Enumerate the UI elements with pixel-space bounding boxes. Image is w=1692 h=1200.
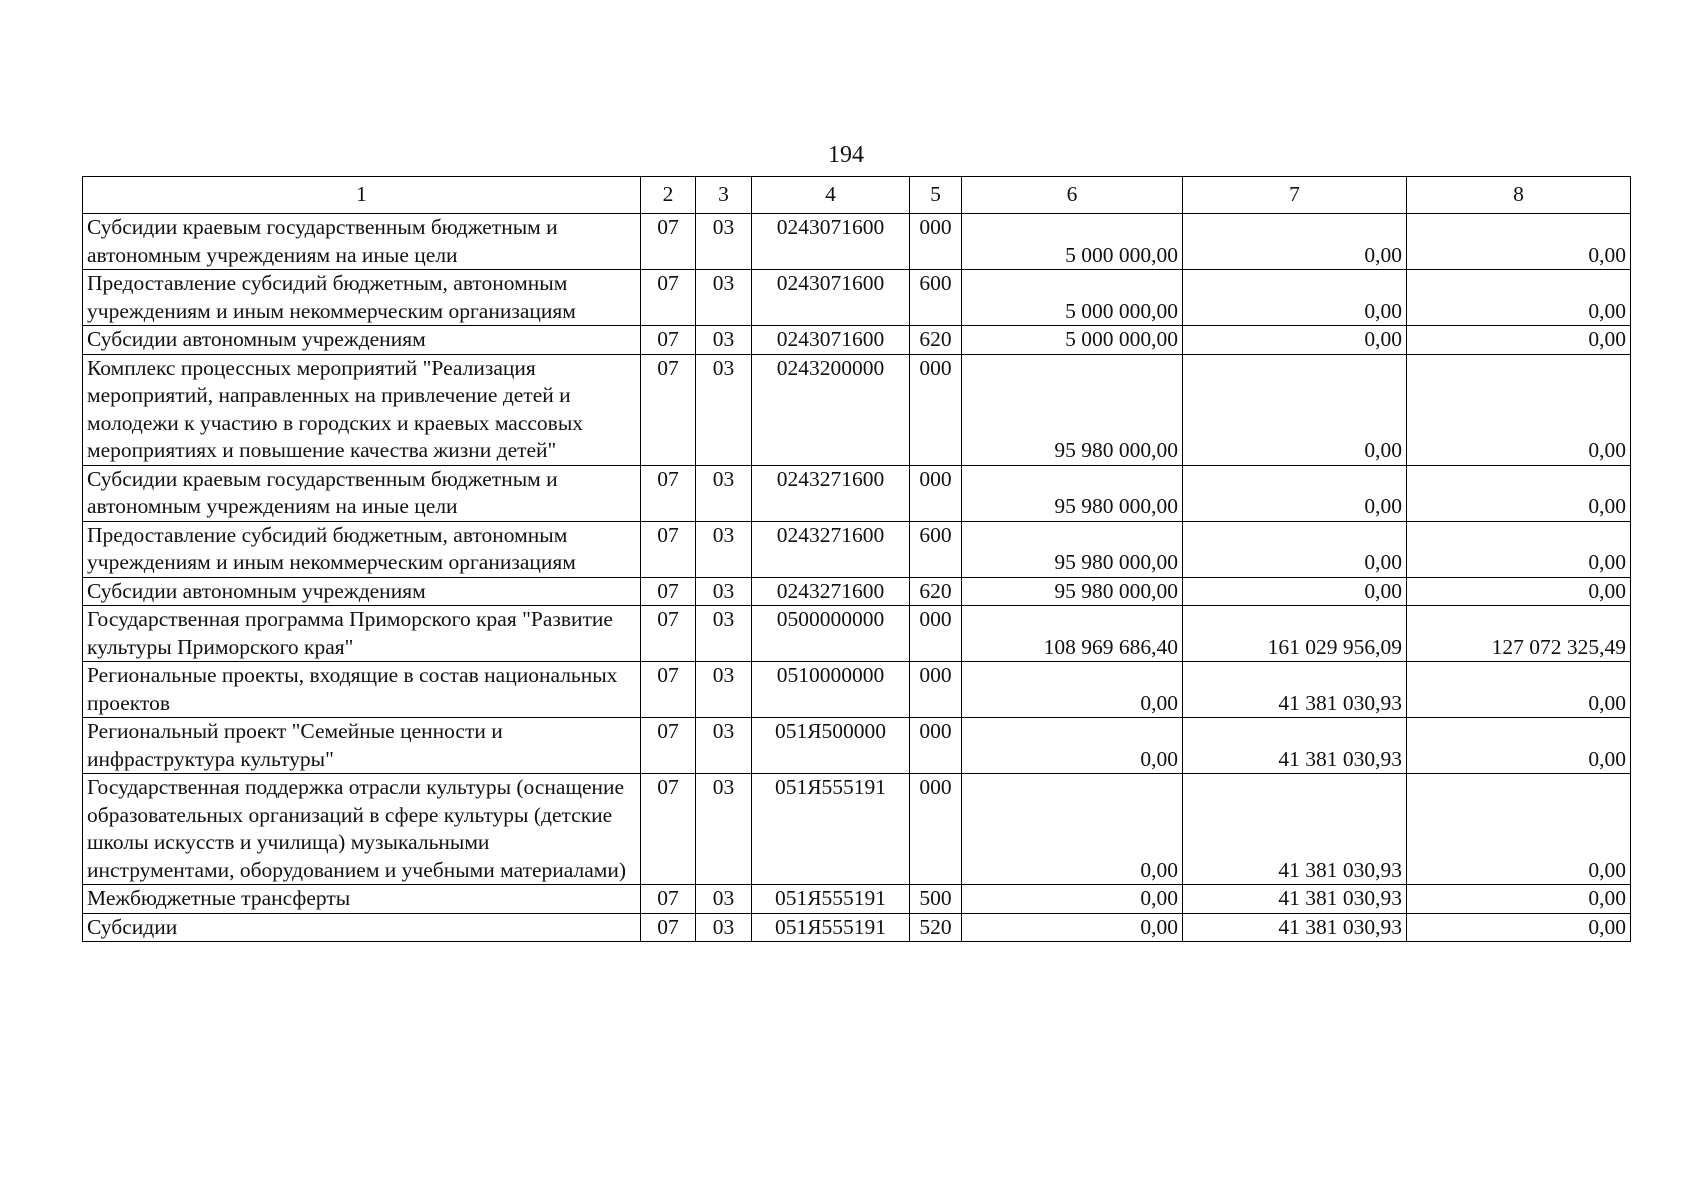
table-row [83,885,1631,914]
amount-col6-cell: 95 980 000,00 [962,465,1183,521]
amount-col8-cell: 0,00 [1407,885,1631,914]
target-article-cell: 051Я500000 [752,718,910,774]
target-article-cell: 0510000000 [752,662,910,718]
amount-col6-cell: 5 000 000,00 [962,214,1183,270]
row-name-cell: Субсидии краевым государственным бюджетным и автономным учреждениям на иные цели [83,465,641,521]
expense-type-cell: 000 [910,662,962,718]
row-name-cell: Региональный проект "Семейные ценности и инфраструктура культуры" [83,718,641,774]
subsection-code-cell: 03 [696,577,752,606]
expense-type-cell: 000 [910,606,962,662]
amount-col8-cell: 0,00 [1407,214,1631,270]
row-name-cell: Государственная программа Приморского края "Развитие культуры Приморского края" [83,606,641,662]
amount-col6-cell: 108 969 686,40 [962,606,1183,662]
amount-col8-cell: 0,00 [1407,577,1631,606]
amount-col6-cell: 95 980 000,00 [962,521,1183,577]
amount-col8-cell: 0,00 [1407,913,1631,942]
expense-type-cell: 000 [910,465,962,521]
amount-col8-cell: 0,00 [1407,521,1631,577]
section-code-cell: 07 [641,718,696,774]
column-header: 8 [1407,177,1631,214]
amount-col7-cell: 41 381 030,93 [1183,885,1407,914]
amount-col8-cell: 0,00 [1407,354,1631,465]
subsection-code-cell: 03 [696,521,752,577]
amount-col6-cell: 5 000 000,00 [962,270,1183,326]
subsection-code-cell: 03 [696,465,752,521]
table-row [83,774,1631,885]
table-row [83,465,1631,521]
expense-type-cell: 520 [910,913,962,942]
amount-col7-cell: 161 029 956,09 [1183,606,1407,662]
section-code-cell: 07 [641,521,696,577]
table-row [83,913,1631,942]
amount-col7-cell: 0,00 [1183,465,1407,521]
amount-col6-cell: 95 980 000,00 [962,354,1183,465]
row-name-cell: Предоставление субсидий бюджетным, автономным учреждениям и иным некоммерческим организациям [83,270,641,326]
table-row [83,662,1631,718]
subsection-code-cell: 03 [696,326,752,355]
target-article-cell: 0243071600 [752,214,910,270]
target-article-cell: 0243200000 [752,354,910,465]
table-row [83,606,1631,662]
subsection-code-cell: 03 [696,774,752,885]
subsection-code-cell: 03 [696,214,752,270]
expense-type-cell: 000 [910,718,962,774]
amount-col7-cell: 0,00 [1183,354,1407,465]
expense-type-cell: 620 [910,326,962,355]
amount-col7-cell: 0,00 [1183,214,1407,270]
expense-type-cell: 500 [910,885,962,914]
expense-type-cell: 000 [910,354,962,465]
subsection-code-cell: 03 [696,718,752,774]
section-code-cell: 07 [641,577,696,606]
column-header: 5 [910,177,962,214]
target-article-cell: 051Я555191 [752,913,910,942]
amount-col8-cell: 0,00 [1407,270,1631,326]
target-article-cell: 0500000000 [752,606,910,662]
table-row [83,354,1631,465]
page-number: 194 [828,142,864,168]
amount-col6-cell: 0,00 [962,913,1183,942]
subsection-code-cell: 03 [696,662,752,718]
expense-type-cell: 000 [910,214,962,270]
expense-type-cell: 600 [910,270,962,326]
row-name-cell: Межбюджетные трансферты [83,885,641,914]
section-code-cell: 07 [641,326,696,355]
amount-col8-cell: 0,00 [1407,465,1631,521]
row-name-cell: Региональные проекты, входящие в состав национальных проектов [83,662,641,718]
row-name-cell: Субсидии [83,913,641,942]
target-article-cell: 051Я555191 [752,885,910,914]
target-article-cell: 0243271600 [752,577,910,606]
budget-table [82,176,1631,942]
column-header: 3 [696,177,752,214]
section-code-cell: 07 [641,606,696,662]
amount-col7-cell: 41 381 030,93 [1183,662,1407,718]
table-header-row [83,177,1631,214]
amount-col6-cell: 95 980 000,00 [962,577,1183,606]
amount-col6-cell: 0,00 [962,885,1183,914]
amount-col8-cell: 0,00 [1407,662,1631,718]
section-code-cell: 07 [641,913,696,942]
subsection-code-cell: 03 [696,885,752,914]
amount-col7-cell: 41 381 030,93 [1183,718,1407,774]
section-code-cell: 07 [641,662,696,718]
target-article-cell: 0243071600 [752,270,910,326]
subsection-code-cell: 03 [696,606,752,662]
section-code-cell: 07 [641,214,696,270]
table-row [83,326,1631,355]
row-name-cell: Субсидии автономным учреждениям [83,326,641,355]
target-article-cell: 0243271600 [752,465,910,521]
table-row [83,718,1631,774]
subsection-code-cell: 03 [696,913,752,942]
column-header: 2 [641,177,696,214]
column-header: 7 [1183,177,1407,214]
table-row [83,214,1631,270]
expense-type-cell: 620 [910,577,962,606]
table-row [83,521,1631,577]
amount-col8-cell: 0,00 [1407,774,1631,885]
amount-col7-cell: 0,00 [1183,270,1407,326]
section-code-cell: 07 [641,774,696,885]
amount-col7-cell: 0,00 [1183,577,1407,606]
table-row [83,270,1631,326]
amount-col6-cell: 0,00 [962,774,1183,885]
row-name-cell: Государственная поддержка отрасли культуры (оснащение образовательных организаций в сфере культуры (детские школы искусств и училища) музыкальными инструментами, оборудованием и учебными материалами) [83,774,641,885]
row-name-cell: Предоставление субсидий бюджетным, автономным учреждениям и иным некоммерческим организациям [83,521,641,577]
section-code-cell: 07 [641,270,696,326]
target-article-cell: 0243071600 [752,326,910,355]
amount-col7-cell: 41 381 030,93 [1183,774,1407,885]
section-code-cell: 07 [641,354,696,465]
target-article-cell: 0243271600 [752,521,910,577]
section-code-cell: 07 [641,465,696,521]
amount-col8-cell: 127 072 325,49 [1407,606,1631,662]
amount-col6-cell: 0,00 [962,662,1183,718]
expense-type-cell: 600 [910,521,962,577]
amount-col7-cell: 0,00 [1183,326,1407,355]
column-header: 4 [752,177,910,214]
amount-col8-cell: 0,00 [1407,718,1631,774]
row-name-cell: Субсидии краевым государственным бюджетным и автономным учреждениям на иные цели [83,214,641,270]
amount-col6-cell: 0,00 [962,718,1183,774]
target-article-cell: 051Я555191 [752,774,910,885]
table-row [83,577,1631,606]
expense-type-cell: 000 [910,774,962,885]
amount-col8-cell: 0,00 [1407,326,1631,355]
subsection-code-cell: 03 [696,270,752,326]
column-header: 6 [962,177,1183,214]
section-code-cell: 07 [641,885,696,914]
subsection-code-cell: 03 [696,354,752,465]
amount-col6-cell: 5 000 000,00 [962,326,1183,355]
amount-col7-cell: 0,00 [1183,521,1407,577]
row-name-cell: Комплекс процессных мероприятий "Реализация мероприятий, направленных на привлечение детей и молодежи к участию в городских и краевых массовых мероприятиях и повышение качества жизни детей" [83,354,641,465]
column-header: 1 [83,177,641,214]
row-name-cell: Субсидии автономным учреждениям [83,577,641,606]
amount-col7-cell: 41 381 030,93 [1183,913,1407,942]
